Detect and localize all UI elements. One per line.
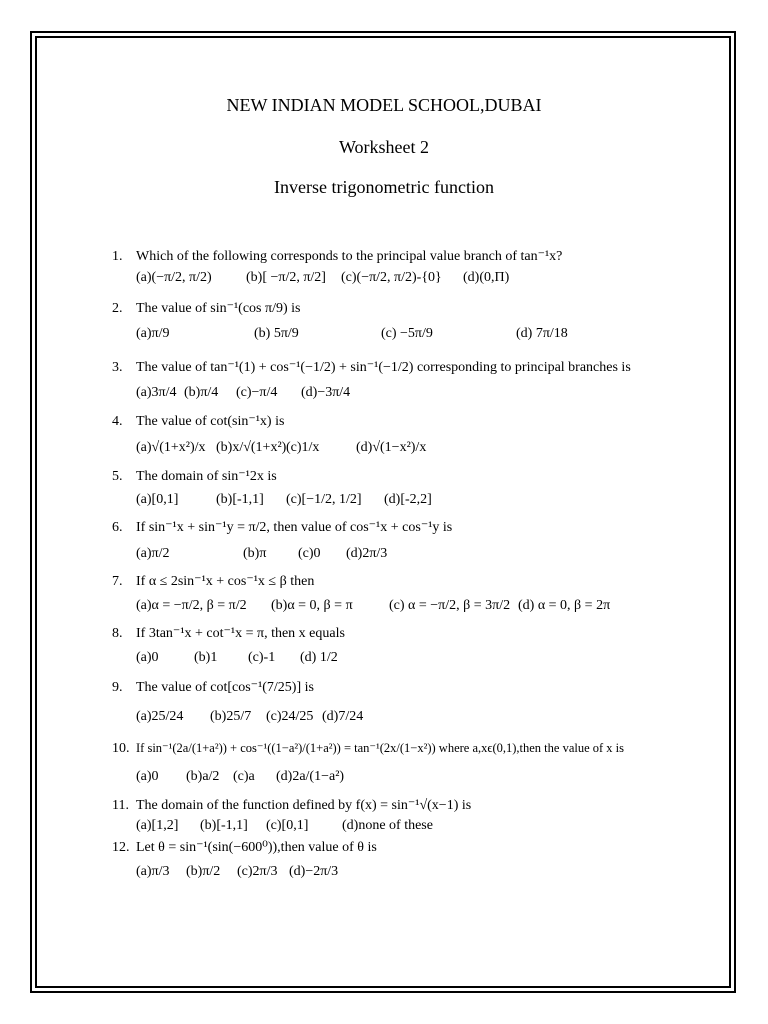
question-12 bbox=[112, 839, 377, 856]
question-2 bbox=[112, 300, 300, 317]
option-b: (b)x/√(1+x²) bbox=[216, 440, 287, 455]
question-stem: If sin⁻¹(2a/(1+a²)) + cos⁻¹((1−a²)/(1+a²)) = tan⁻¹(2x/(1−x²)) where a,xϵ(0,1),then the value of x is bbox=[136, 741, 625, 755]
question-stem: If α ≤ 2sin⁻¹x + cos⁻¹x ≤ β then bbox=[136, 574, 315, 589]
option-a: (a)π/9 bbox=[136, 326, 170, 341]
option-d: (d)none of these bbox=[342, 818, 433, 833]
option-d: (d)√(1−x²)/x bbox=[356, 440, 427, 455]
option-a: (a)[0,1] bbox=[136, 492, 179, 507]
question-number: 2. bbox=[112, 301, 123, 316]
options-12 bbox=[136, 864, 556, 886]
question-stem: If 3tan⁻¹x + cot⁻¹x = π, then x equals bbox=[136, 626, 345, 641]
option-a: (a)3π/4 bbox=[136, 385, 177, 400]
question-1 bbox=[112, 248, 562, 265]
question-number: 4. bbox=[112, 414, 123, 429]
options-6 bbox=[136, 546, 556, 568]
question-number: 8. bbox=[112, 626, 123, 641]
option-d: (d) 1/2 bbox=[300, 650, 338, 665]
option-a: (a)[1,2] bbox=[136, 818, 179, 833]
option-a: (a)π/2 bbox=[136, 546, 170, 561]
option-a: (a)√(1+x²)/x bbox=[136, 440, 206, 455]
question-stem: The value of cot(sin⁻¹x) is bbox=[136, 414, 285, 429]
option-c: (c)[0,1] bbox=[266, 818, 309, 833]
option-d: (d)−3π/4 bbox=[301, 385, 351, 400]
option-d: (d)7/24 bbox=[322, 709, 364, 724]
option-d: (d) α = 0, β = 2π bbox=[518, 598, 611, 613]
option-c: (c)(−π/2, π/2)-{0} bbox=[341, 270, 442, 285]
question-number: 7. bbox=[112, 574, 123, 589]
options-10 bbox=[136, 769, 556, 791]
option-d: (d)(0,Π) bbox=[463, 270, 510, 285]
question-number: 3. bbox=[112, 360, 123, 375]
option-a: (a)0 bbox=[136, 650, 159, 665]
option-b: (b)1 bbox=[194, 650, 218, 665]
question-5 bbox=[112, 468, 277, 485]
question-stem: The domain of sin⁻¹2x is bbox=[136, 469, 277, 484]
option-a: (a)0 bbox=[136, 769, 159, 784]
option-c: (c)−π/4 bbox=[236, 385, 278, 400]
question-3 bbox=[112, 359, 631, 376]
school-name: NEW INDIAN MODEL SCHOOL,DUBAI bbox=[226, 95, 542, 115]
option-a: (a)(−π/2, π/2) bbox=[136, 270, 212, 285]
question-number: 5. bbox=[112, 469, 123, 484]
option-a: (a)25/24 bbox=[136, 709, 184, 724]
question-11 bbox=[112, 797, 471, 814]
option-b: (b)25/7 bbox=[210, 709, 252, 724]
question-10 bbox=[112, 740, 652, 757]
option-b: (b)π/2 bbox=[186, 864, 221, 879]
option-a: (a)α = −π/2, β = π/2 bbox=[136, 598, 247, 613]
option-c: (c) −5π/9 bbox=[381, 326, 433, 341]
question-6 bbox=[112, 519, 452, 536]
question-number: 10. bbox=[112, 741, 130, 756]
option-d: (d) 7π/18 bbox=[516, 326, 568, 341]
option-c: (c)24/25 bbox=[266, 709, 314, 724]
topic-title: Inverse trigonometric function bbox=[274, 177, 494, 197]
option-b: (b)α = 0, β = π bbox=[271, 598, 353, 613]
option-b: (b) 5π/9 bbox=[254, 326, 299, 341]
options-8 bbox=[136, 650, 556, 672]
options-9 bbox=[136, 709, 556, 731]
option-b: (b)[ −π/2, π/2] bbox=[246, 270, 326, 285]
options-3 bbox=[136, 385, 556, 407]
question-stem: The domain of the function defined by f(x) = sin⁻¹√(x−1) is bbox=[136, 798, 472, 813]
question-7 bbox=[112, 573, 314, 590]
question-number: 12. bbox=[112, 840, 130, 855]
option-d: (d)−2π/3 bbox=[289, 864, 339, 879]
option-b: (b)a/2 bbox=[186, 769, 220, 784]
options-7 bbox=[136, 598, 656, 620]
question-4 bbox=[112, 413, 284, 430]
question-number: 11. bbox=[112, 798, 129, 813]
options-5 bbox=[136, 492, 556, 514]
option-c: (c)-1 bbox=[248, 650, 276, 665]
option-b: (b)π bbox=[243, 546, 267, 561]
option-b: (b)[-1,1] bbox=[200, 818, 248, 833]
question-stem: Which of the following corresponds to the principal value branch of tan⁻¹x? bbox=[136, 249, 563, 264]
options-11 bbox=[136, 818, 556, 840]
question-stem: The value of tan⁻¹(1) + cos⁻¹(−1/2) + sin⁻¹(−1/2) corresponding to principal branches is bbox=[136, 360, 631, 375]
question-number: 9. bbox=[112, 680, 123, 695]
option-d: (d)[-2,2] bbox=[384, 492, 432, 507]
question-stem: The value of sin⁻¹(cos π/9) is bbox=[136, 301, 301, 316]
options-1 bbox=[136, 270, 556, 292]
question-number: 1. bbox=[112, 249, 123, 264]
option-b: (b)π/4 bbox=[184, 385, 219, 400]
option-c: (c)[−1/2, 1/2] bbox=[286, 492, 362, 507]
question-9 bbox=[112, 679, 314, 696]
option-c: (c)1/x bbox=[286, 440, 320, 455]
question-8 bbox=[112, 625, 345, 642]
option-c: (c)2π/3 bbox=[237, 864, 278, 879]
option-d: (d)2a/(1−a²) bbox=[276, 769, 345, 784]
options-2 bbox=[136, 326, 568, 348]
option-c: (c) α = −π/2, β = 3π/2 bbox=[389, 598, 511, 613]
question-number: 6. bbox=[112, 520, 123, 535]
options-4 bbox=[136, 440, 556, 462]
option-d: (d)2π/3 bbox=[346, 546, 388, 561]
question-stem: Let θ = sin⁻¹(sin(−600⁰)),then value of θ is bbox=[136, 840, 377, 855]
option-c: (c)a bbox=[233, 769, 255, 784]
option-c: (c)0 bbox=[298, 546, 321, 561]
question-stem: The value of cot[cos⁻¹(7/25)] is bbox=[136, 680, 314, 695]
question-stem: If sin⁻¹x + sin⁻¹y = π/2, then value of cos⁻¹x + cos⁻¹y is bbox=[136, 520, 453, 535]
worksheet-title: Worksheet 2 bbox=[338, 137, 430, 157]
option-b: (b)[-1,1] bbox=[216, 492, 264, 507]
option-a: (a)π/3 bbox=[136, 864, 170, 879]
